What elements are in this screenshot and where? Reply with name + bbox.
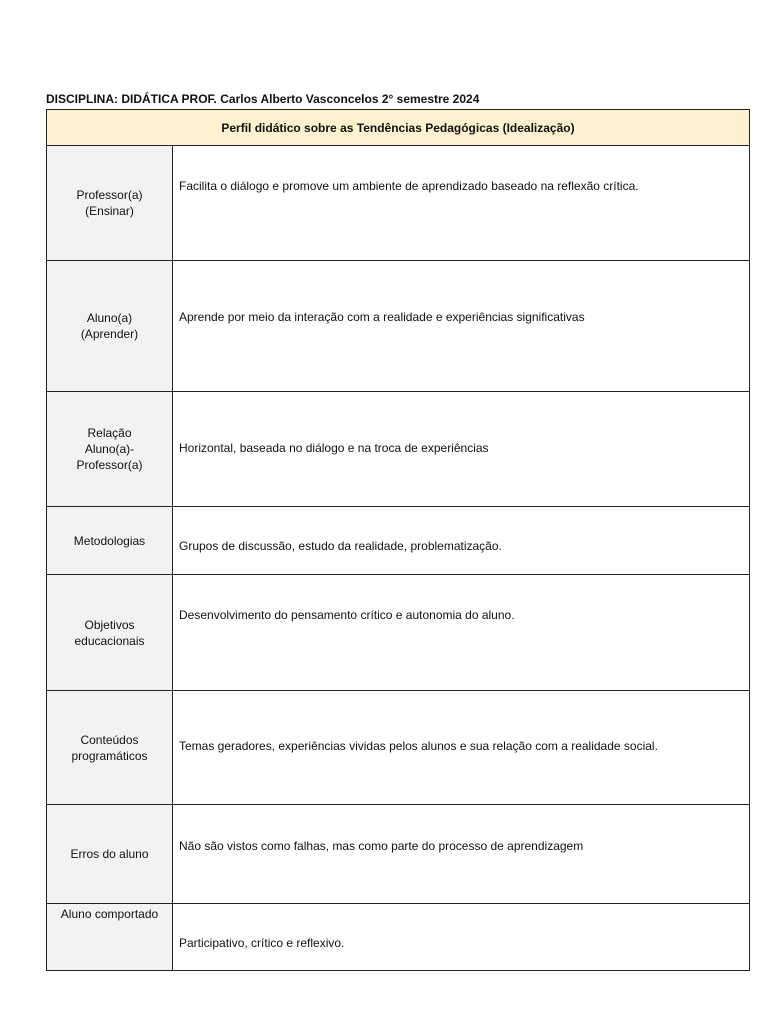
row-content-professor <box>173 146 749 260</box>
table-row-metodologias <box>47 507 749 575</box>
row-label-erros: Erros do aluno <box>47 805 173 903</box>
row-content-comportado <box>173 904 749 970</box>
row-label-relacao: Relação Aluno(a)- Professor(a) <box>47 392 173 506</box>
table-row-comportado <box>47 904 749 970</box>
row-text-metodologias: Grupos de discussão, estudo da realidade, problematização. <box>179 539 502 553</box>
table-row-conteudos <box>47 691 749 805</box>
row-text-conteudos: Temas geradores, experiências vividas pelos alunos e sua relação com a realidade social. <box>179 739 658 753</box>
document-heading: DISCIPLINA: DIDÁTICA PROF. Carlos Alberto Vasconcelos 2° semestre 2024 <box>46 92 480 106</box>
row-content-conteudos <box>173 691 749 804</box>
row-text-erros: Não são vistos como falhas, mas como parte do processo de aprendizagem <box>179 839 584 853</box>
row-text-objetivos: Desenvolvimento do pensamento crítico e autonomia do aluno. <box>179 608 515 622</box>
row-text-aluno: Aprende por meio da interação com a realidade e experiências significativas <box>179 310 585 324</box>
row-label-aluno: Aluno(a) (Aprender) <box>47 261 173 391</box>
row-content-metodologias <box>173 507 749 574</box>
row-label-conteudos: Conteúdos programáticos <box>47 691 173 804</box>
row-text-professor: Facilita o diálogo e promove um ambiente de aprendizado baseado na reflexão crítica. <box>179 179 639 193</box>
row-text-relacao: Horizontal, baseada no diálogo e na troca de experiências <box>179 441 489 455</box>
row-text-comportado: Participativo, crítico e reflexivo. <box>179 936 345 950</box>
row-content-erros <box>173 805 749 903</box>
table-row-relacao <box>47 392 749 507</box>
pedagogical-profile-table <box>46 109 750 971</box>
row-content-relacao <box>173 392 749 506</box>
row-label-objetivos: Objetivos educacionais <box>47 575 173 690</box>
row-label-metodologias: Metodologias <box>47 507 173 574</box>
table-row-professor <box>47 146 749 261</box>
row-content-aluno <box>173 261 749 391</box>
table-row-aluno <box>47 261 749 392</box>
row-label-professor: Professor(a) (Ensinar) <box>47 146 173 260</box>
table-row-erros <box>47 805 749 904</box>
row-label-comportado: Aluno comportado <box>47 904 173 970</box>
row-content-objetivos <box>173 575 749 690</box>
table-title: Perfil didático sobre as Tendências Pedagógicas (Idealização) <box>47 110 749 146</box>
table-row-objetivos <box>47 575 749 691</box>
